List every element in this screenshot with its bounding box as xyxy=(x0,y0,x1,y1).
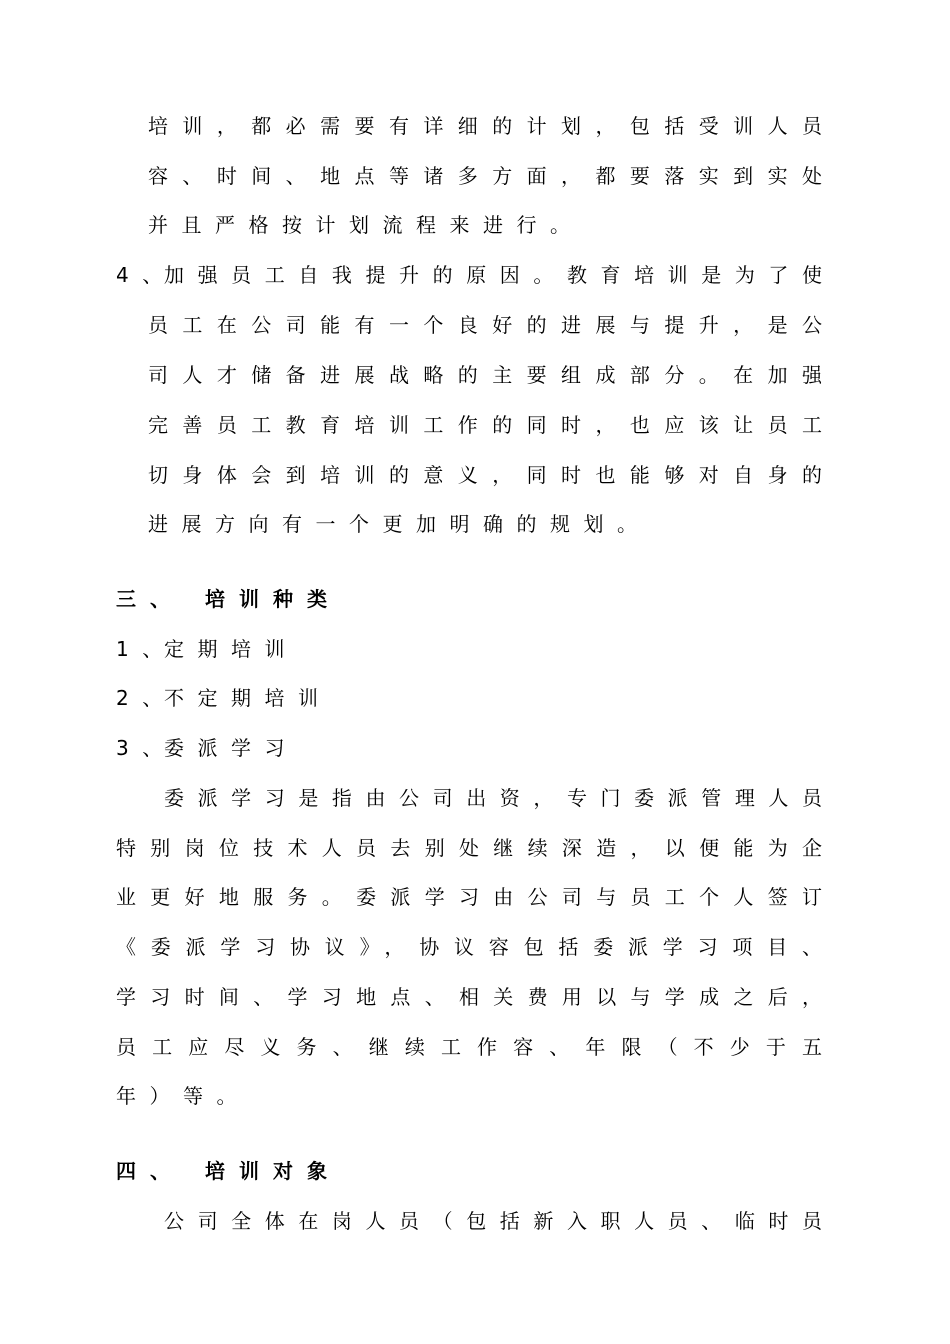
list-number: 2、 xyxy=(116,686,176,710)
text-line: 完善员工教育培训工作的同时，也应该让员工 xyxy=(148,413,822,437)
text-line: 培训，都必需要有详细的计划，包括受训人员 xyxy=(148,114,822,138)
list-item: 不定期培训 xyxy=(164,686,332,710)
text-line: 司人才储备进展战略的主要组成部分。在加强 xyxy=(148,363,822,387)
text-line: 年）等。 xyxy=(116,1084,250,1108)
section-heading: 三、 培训种类 xyxy=(116,587,341,611)
list-number: 1、 xyxy=(116,637,176,661)
text-line: 《委派学习协议》，协议容包括委派学习项目、 xyxy=(116,935,822,959)
list-item: 委派学习 xyxy=(164,736,298,760)
text-line: 并且严格按计划流程来进行。 xyxy=(148,213,584,237)
text-line: 学习时间、学习地点、相关费用以与学成之后， xyxy=(116,985,822,1009)
text-line: 业更好地服务。委派学习由公司与员工个人签订 xyxy=(116,885,822,909)
text-line: 特别岗位技术人员去别处继续深造，以便能为企 xyxy=(116,836,822,860)
text-line: 切身体会到培训的意义，同时也能够对自身的 xyxy=(148,463,822,487)
list-number: 4、 xyxy=(116,263,176,287)
list-number: 3、 xyxy=(116,736,176,760)
text-line: 容、时间、地点等诸多方面，都要落实到实处 xyxy=(148,164,822,188)
text-line: 进展方向有一个更加明确的规划。 xyxy=(148,512,651,536)
text-line: 员工在公司能有一个良好的进展与提升，是公 xyxy=(148,313,822,337)
section-heading: 四、 培训对象 xyxy=(116,1159,341,1183)
text-line: 员工应尽义务、继续工作容、年限（不少于五 xyxy=(116,1035,822,1059)
list-item: 定期培训 xyxy=(164,637,298,661)
text-line: 公司全体在岗人员（包括新入职人员、临时员 xyxy=(164,1209,822,1233)
text-line: 委派学习是指由公司出资，专门委派管理人员 xyxy=(164,786,822,810)
text-line: 加强员工自我提升的原因。教育培训是为了使 xyxy=(164,263,822,287)
